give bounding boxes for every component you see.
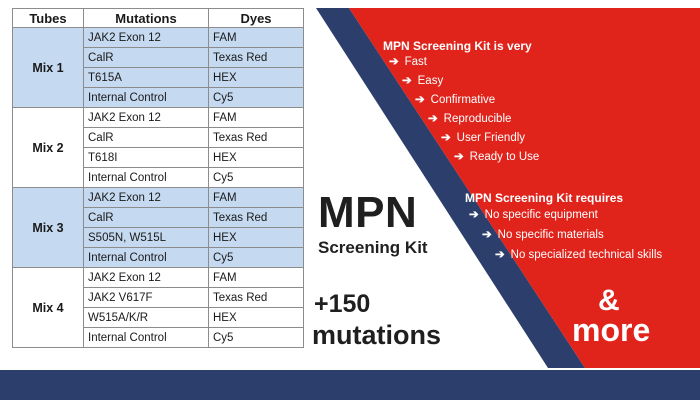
requirements-heading: MPN Screening Kit requires [465, 191, 624, 205]
dye-cell: Cy5 [209, 328, 304, 348]
dye-cell: HEX [209, 148, 304, 168]
mutation-cell: CalR [84, 208, 209, 228]
tube-cell: Mix 3 [13, 188, 84, 268]
features-item [415, 93, 495, 107]
arrow-right-icon: ➔ [469, 209, 479, 221]
mutation-cell: JAK2 Exon 12 [84, 108, 209, 128]
table-row [13, 108, 304, 128]
features-item-label: Easy [417, 75, 444, 87]
arrow-right-icon: ➔ [454, 151, 464, 163]
mutation-cell: JAK2 Exon 12 [84, 268, 209, 288]
features-item [454, 150, 539, 164]
tube-cell: Mix 2 [13, 108, 84, 188]
mutation-cell: S505N, W515L [84, 228, 209, 248]
table-row [13, 188, 304, 208]
dye-cell: FAM [209, 268, 304, 288]
arrow-right-icon: ➔ [441, 132, 451, 144]
dyes-header: Dyes [209, 9, 304, 28]
ampersand: & [598, 284, 620, 317]
mutation-count: +150 [314, 290, 371, 318]
dye-cell: Texas Red [209, 128, 304, 148]
dye-cell: Texas Red [209, 288, 304, 308]
requirements-item [495, 248, 662, 262]
mutation-cell: T615A [84, 68, 209, 88]
arrow-right-icon: ➔ [495, 249, 505, 261]
features-item [428, 112, 511, 126]
mutation-cell: W515A/K/R [84, 308, 209, 328]
features-item-label: Ready to Use [469, 151, 540, 163]
product-title: MPN [318, 188, 418, 237]
features-item [389, 55, 427, 69]
features-item-label: Reproducible [443, 113, 512, 125]
product-subtitle: Screening Kit [318, 238, 428, 257]
dye-cell: Cy5 [209, 88, 304, 108]
dye-cell: HEX [209, 68, 304, 88]
mutations-table [12, 8, 304, 348]
arrow-right-icon: ➔ [389, 56, 399, 68]
table-header-row [13, 9, 304, 28]
mutation-cell: Internal Control [84, 248, 209, 268]
dye-cell: Texas Red [209, 208, 304, 228]
arrow-right-icon: ➔ [482, 229, 492, 241]
mutation-cell: Internal Control [84, 88, 209, 108]
features-item-label: User Friendly [456, 132, 526, 144]
features-item [402, 74, 443, 88]
arrow-right-icon: ➔ [428, 113, 438, 125]
bottom-navy-band [0, 370, 700, 400]
features-item-label: Confirmative [430, 94, 496, 106]
dye-cell: Texas Red [209, 48, 304, 68]
mutation-cell: CalR [84, 128, 209, 148]
table-row [13, 28, 304, 48]
arrow-right-icon: ➔ [402, 75, 412, 87]
table-row [13, 268, 304, 288]
dye-cell: FAM [209, 108, 304, 128]
requirements-item [482, 228, 604, 242]
mutation-cell: Internal Control [84, 168, 209, 188]
table-body [13, 28, 304, 348]
requirements-item-label: No specialized technical skills [510, 249, 663, 261]
features-item [441, 131, 525, 145]
mutation-cell: JAK2 Exon 12 [84, 188, 209, 208]
mutation-cell: JAK2 Exon 12 [84, 28, 209, 48]
mutation-cell: T618I [84, 148, 209, 168]
dye-cell: FAM [209, 188, 304, 208]
requirements-item-label: No specific materials [497, 229, 604, 241]
dye-cell: HEX [209, 308, 304, 328]
mutation-cell: Internal Control [84, 328, 209, 348]
dye-cell: HEX [209, 228, 304, 248]
dye-cell: Cy5 [209, 168, 304, 188]
dye-cell: Cy5 [209, 248, 304, 268]
mutation-count-label: mutations [312, 320, 442, 350]
features-item-label: Fast [404, 56, 428, 68]
tube-cell: Mix 1 [13, 28, 84, 108]
mutation-cell: JAK2 V617F [84, 288, 209, 308]
requirements-item-label: No specific equipment [484, 209, 598, 221]
arrow-right-icon: ➔ [415, 94, 425, 106]
features-heading: MPN Screening Kit is very [383, 39, 532, 53]
tube-cell: Mix 4 [13, 268, 84, 348]
tubes-header: Tubes [13, 9, 84, 28]
dye-cell: FAM [209, 28, 304, 48]
more-label: more [572, 312, 651, 348]
requirements-item [469, 208, 598, 222]
mutations-header: Mutations [84, 9, 209, 28]
mutation-cell: CalR [84, 48, 209, 68]
